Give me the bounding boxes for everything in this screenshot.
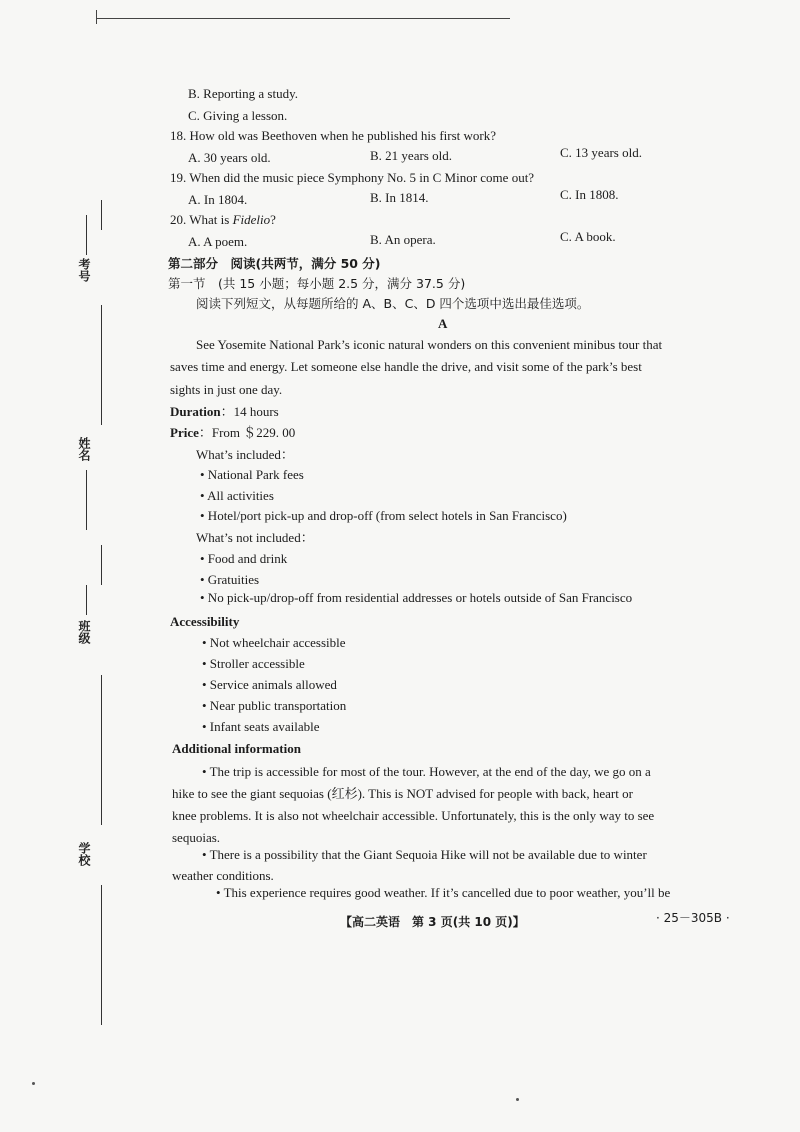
q20-option-b: B. An opera. (370, 232, 436, 247)
binding-line (101, 885, 102, 1025)
q20-stem (170, 212, 276, 228)
page-info: 【高二英语 第 3 页(共 10 页)】 (340, 915, 525, 929)
included-item: • National Park fees (200, 467, 304, 482)
binding-line (101, 545, 102, 585)
intro-line: See Yosemite National Park’s iconic natural wonders on this convenient minibus tour that (196, 337, 663, 352)
name-underline (86, 470, 87, 530)
price-line (170, 425, 295, 441)
q20-stem-title: Fidelio (232, 212, 271, 227)
q19-option-c: C. In 1808. (560, 187, 619, 202)
corner-mark (96, 10, 97, 24)
exam-no-underline (86, 215, 87, 255)
reading-instruction: 阅读下列短文，从每题所给的 A、B、C、D 四个选项中选出最佳选项。 (196, 296, 590, 311)
not-included-heading: What’s not included： (196, 530, 314, 545)
price-label: Price (170, 425, 199, 440)
accessibility-item: • Service animals allowed (202, 677, 337, 692)
additional-heading: Additional information (172, 741, 301, 756)
included-item: • All activities (200, 488, 274, 503)
top-rule (96, 18, 510, 19)
q20-stem-prefix: 20. What is (170, 212, 233, 227)
duration-line (170, 404, 279, 420)
additional-line: weather conditions. (172, 868, 274, 883)
accessibility-item: • Infant seats available (202, 719, 320, 734)
section-one-title: 第一节 (共 15 小题；每小题 2.5 分，满分 37.5 分) (168, 276, 466, 291)
q19-option-b: B. In 1814. (370, 190, 429, 205)
exam-no-label: 考号 (77, 258, 91, 282)
additional-line: knee problems. It is also not wheelchair accessible. Unfortunately, this is the only way to see (172, 808, 655, 823)
part-two-title: 第二部分 阅读(共两节，满分 50 分) (168, 256, 381, 271)
not-included-item: • No pick-up/drop-off from residential addresses or hotels outside of San Francisco (200, 590, 633, 605)
q20-option-c: C. A book. (560, 229, 616, 244)
scan-speck (32, 1082, 35, 1085)
included-item: • Hotel/port pick-up and drop-off (from select hotels in San Francisco) (200, 508, 567, 523)
price-value: ：From ＄229. 00 (198, 425, 296, 440)
duration-value: ：14 hours (220, 404, 279, 419)
accessibility-heading: Accessibility (170, 614, 240, 629)
q19-stem: 19. When did the music piece Symphony No. 5 in C Minor come out? (170, 170, 535, 185)
binding-line (101, 675, 102, 825)
name-label: 姓名 (77, 437, 91, 461)
scan-speck (516, 1098, 519, 1101)
q18-option-c: C. 13 years old. (560, 145, 642, 160)
binding-line (101, 200, 102, 230)
class-underline (86, 585, 87, 615)
q19-option-a: A. In 1804. (188, 192, 248, 207)
q18-stem: 18. How old was Beethoven when he published his first work? (170, 128, 497, 143)
accessibility-item: • Not wheelchair accessible (202, 635, 346, 650)
additional-line: • This experience requires good weather. If it’s cancelled due to poor weather, you’ll be (216, 885, 671, 900)
accessibility-item: • Stroller accessible (202, 656, 305, 671)
q17-option-c: C. Giving a lesson. (188, 108, 288, 123)
additional-line: hike to see the giant sequoias (红杉). This is NOT advised for people with back, heart or (172, 786, 633, 801)
not-included-item: • Gratuities (200, 572, 260, 587)
binding-line (101, 305, 102, 425)
q18-option-b: B. 21 years old. (370, 148, 452, 163)
additional-line: • The trip is accessible for most of the tour. However, at the end of the day, we go on a (202, 764, 651, 779)
additional-line: • There is a possibility that the Giant Sequoia Hike will not be available due to winter (202, 847, 647, 862)
passage-letter: A (438, 316, 448, 331)
not-included-item: • Food and drink (200, 551, 288, 566)
additional-line: sequoias. (172, 830, 221, 845)
intro-line: sights in just one day. (170, 382, 283, 397)
duration-label: Duration (170, 404, 221, 419)
q20-stem-suffix: ? (270, 212, 276, 227)
school-label: 学校 (77, 842, 91, 866)
class-label: 班级 (77, 620, 91, 644)
exam-code: · 25－305B · (656, 911, 730, 925)
q17-option-b: B. Reporting a study. (188, 86, 299, 101)
accessibility-item: • Near public transportation (202, 698, 347, 713)
q20-option-a: A. A poem. (188, 234, 248, 249)
q18-option-a: A. 30 years old. (188, 150, 271, 165)
included-heading: What’s included： (196, 447, 294, 462)
intro-line: saves time and energy. Let someone else handle the drive, and visit some of the park’s best (170, 359, 642, 374)
